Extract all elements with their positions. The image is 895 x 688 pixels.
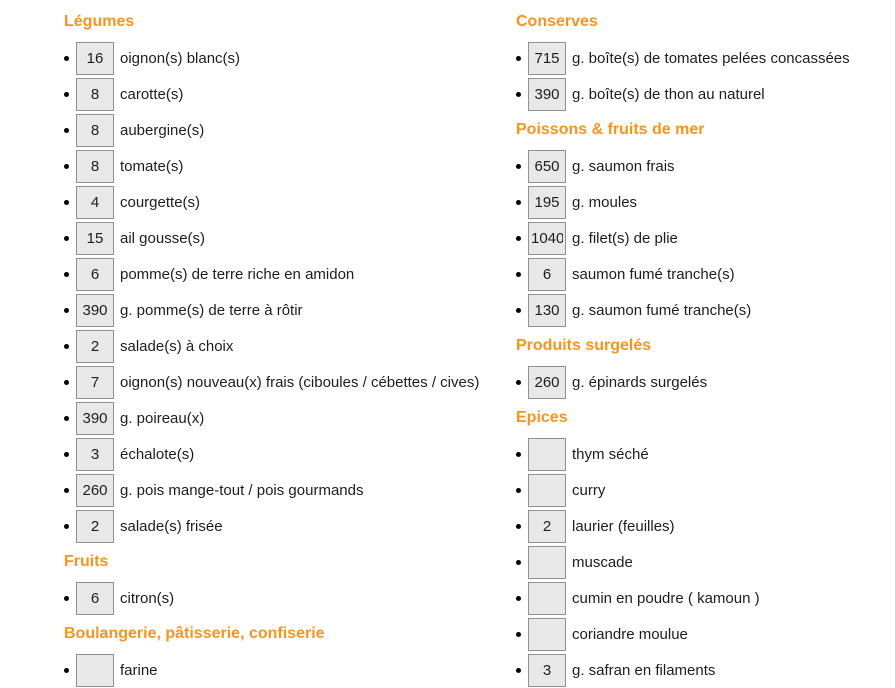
bullet-icon xyxy=(64,308,69,313)
item-label: carotte(s) xyxy=(120,85,184,103)
category-heading: Légumes xyxy=(64,13,135,30)
bullet-icon xyxy=(516,200,521,205)
bullet-icon xyxy=(516,164,521,169)
quantity-input[interactable] xyxy=(528,150,566,183)
category-section xyxy=(516,408,895,688)
quantity-input[interactable] xyxy=(528,186,566,219)
bullet-icon xyxy=(516,452,521,457)
category-heading: Produits surgelés xyxy=(516,337,652,354)
list-item xyxy=(516,40,895,76)
list-item xyxy=(64,508,516,544)
quantity-input[interactable] xyxy=(528,546,566,579)
category-section xyxy=(64,12,516,544)
category-section xyxy=(516,336,895,400)
bullet-icon xyxy=(64,668,69,673)
item-label: coriandre moulue xyxy=(572,625,688,643)
item-label: farine xyxy=(120,661,158,679)
item-label: citron(s) xyxy=(120,589,175,607)
bullet-icon xyxy=(64,272,69,277)
quantity-input[interactable] xyxy=(76,186,114,219)
bullet-icon xyxy=(64,452,69,457)
category-heading: Conserves xyxy=(516,13,598,30)
bullet-icon xyxy=(516,524,521,529)
item-label: oignon(s) blanc(s) xyxy=(120,49,241,67)
bullet-icon xyxy=(516,56,521,61)
list-item xyxy=(64,364,516,400)
bullet-icon xyxy=(64,164,69,169)
quantity-input[interactable] xyxy=(528,258,566,291)
bullet-icon xyxy=(516,308,521,313)
item-label: g. safran en filaments xyxy=(572,661,716,679)
list-item xyxy=(516,292,895,328)
item-label: g. épinards surgelés xyxy=(572,373,708,391)
item-list xyxy=(64,580,516,616)
bullet-icon xyxy=(64,56,69,61)
item-label: saumon fumé tranche(s) xyxy=(572,265,735,283)
list-item xyxy=(64,328,516,364)
item-label: échalote(s) xyxy=(120,445,195,463)
bullet-icon xyxy=(516,488,521,493)
quantity-input[interactable] xyxy=(528,222,566,255)
list-item xyxy=(516,544,895,580)
list-item xyxy=(516,436,895,472)
bullet-icon xyxy=(516,236,521,241)
quantity-input[interactable] xyxy=(528,366,566,399)
item-label: tomate(s) xyxy=(120,157,184,175)
category-section xyxy=(64,624,516,688)
bullet-icon xyxy=(64,416,69,421)
item-list xyxy=(516,40,895,112)
bullet-icon xyxy=(64,128,69,133)
list-item xyxy=(64,76,516,112)
item-label: salade(s) à choix xyxy=(120,337,234,355)
bullet-icon xyxy=(516,596,521,601)
list-item xyxy=(64,292,516,328)
item-list xyxy=(64,652,516,688)
quantity-input[interactable] xyxy=(76,222,114,255)
list-item xyxy=(516,652,895,688)
item-label: g. pois mange-tout / pois gourmands xyxy=(120,481,364,499)
item-label: g. filet(s) de plie xyxy=(572,229,678,247)
list-item xyxy=(64,472,516,508)
list-item xyxy=(516,148,895,184)
list-item xyxy=(516,256,895,292)
category-heading: Epices xyxy=(516,409,568,426)
quantity-input[interactable] xyxy=(528,582,566,615)
list-item xyxy=(64,580,516,616)
item-label: g. saumon frais xyxy=(572,157,675,175)
quantity-input[interactable] xyxy=(76,114,114,147)
bullet-icon xyxy=(64,200,69,205)
category-section xyxy=(64,552,516,616)
item-label: cumin en poudre ( kamoun ) xyxy=(572,589,760,607)
item-label: g. boîte(s) de thon au naturel xyxy=(572,85,765,103)
columns-container xyxy=(64,4,895,688)
list-item xyxy=(516,616,895,652)
bullet-icon xyxy=(64,596,69,601)
quantity-input[interactable] xyxy=(76,366,114,399)
quantity-input[interactable] xyxy=(528,618,566,651)
bullet-icon xyxy=(64,380,69,385)
list-item xyxy=(516,364,895,400)
item-label: g. poireau(x) xyxy=(120,409,205,427)
category-heading: Poissons & fruits de mer xyxy=(516,121,705,138)
list-item xyxy=(64,220,516,256)
quantity-input[interactable] xyxy=(76,294,114,327)
item-label: curry xyxy=(572,481,606,499)
list-item xyxy=(64,148,516,184)
item-label: muscade xyxy=(572,553,633,571)
bullet-icon xyxy=(516,272,521,277)
quantity-input[interactable] xyxy=(528,42,566,75)
category-heading: Fruits xyxy=(64,553,109,570)
quantity-input[interactable] xyxy=(528,474,566,507)
item-list xyxy=(516,364,895,400)
item-label: oignon(s) nouveau(x) frais (ciboules / cébettes / cives) xyxy=(120,373,480,391)
bullet-icon xyxy=(64,92,69,97)
list-item xyxy=(64,256,516,292)
quantity-input[interactable] xyxy=(76,474,114,507)
shopping-list-column-right xyxy=(516,4,895,688)
bullet-icon xyxy=(516,668,521,673)
list-item xyxy=(64,400,516,436)
bullet-icon xyxy=(516,632,521,637)
quantity-input[interactable] xyxy=(76,78,114,111)
list-item xyxy=(516,580,895,616)
list-item xyxy=(64,40,516,76)
category-heading: Boulangerie, pâtisserie, confiserie xyxy=(64,625,325,642)
list-item xyxy=(516,508,895,544)
quantity-input[interactable] xyxy=(528,78,566,111)
item-label: ail gousse(s) xyxy=(120,229,206,247)
bullet-icon xyxy=(64,344,69,349)
item-list xyxy=(516,436,895,688)
item-label: g. moules xyxy=(572,193,638,211)
item-label: g. pomme(s) de terre à rôtir xyxy=(120,301,303,319)
bullet-icon xyxy=(64,524,69,529)
item-label: aubergine(s) xyxy=(120,121,205,139)
item-label: salade(s) frisée xyxy=(120,517,223,535)
list-item xyxy=(64,112,516,148)
quantity-input[interactable] xyxy=(528,654,566,687)
quantity-input[interactable] xyxy=(76,510,114,543)
bullet-icon xyxy=(516,380,521,385)
quantity-input[interactable] xyxy=(76,654,114,687)
bullet-icon xyxy=(516,92,521,97)
item-label: g. boîte(s) de tomates pelées concassées xyxy=(572,49,850,67)
quantity-input[interactable] xyxy=(76,150,114,183)
item-list xyxy=(516,148,895,328)
bullet-icon xyxy=(516,560,521,565)
list-item xyxy=(64,652,516,688)
bullet-icon xyxy=(64,236,69,241)
quantity-input[interactable] xyxy=(528,510,566,543)
item-label: laurier (feuilles) xyxy=(572,517,675,535)
item-label: courgette(s) xyxy=(120,193,201,211)
item-list xyxy=(64,40,516,544)
quantity-input[interactable] xyxy=(528,294,566,327)
list-item xyxy=(516,76,895,112)
list-item xyxy=(516,220,895,256)
list-item xyxy=(64,436,516,472)
shopping-list-column-left xyxy=(64,4,516,688)
quantity-input[interactable] xyxy=(76,438,114,471)
quantity-input[interactable] xyxy=(76,330,114,363)
quantity-input[interactable] xyxy=(76,42,114,75)
item-label: g. saumon fumé tranche(s) xyxy=(572,301,752,319)
list-item xyxy=(516,472,895,508)
category-section xyxy=(516,12,895,112)
bullet-icon xyxy=(64,488,69,493)
quantity-input[interactable] xyxy=(76,582,114,615)
list-item xyxy=(64,184,516,220)
list-item xyxy=(516,184,895,220)
category-section xyxy=(516,120,895,328)
quantity-input[interactable] xyxy=(76,258,114,291)
item-label: thym séché xyxy=(572,445,649,463)
quantity-input[interactable] xyxy=(76,402,114,435)
quantity-input[interactable] xyxy=(528,438,566,471)
item-label: pomme(s) de terre riche en amidon xyxy=(120,265,355,283)
